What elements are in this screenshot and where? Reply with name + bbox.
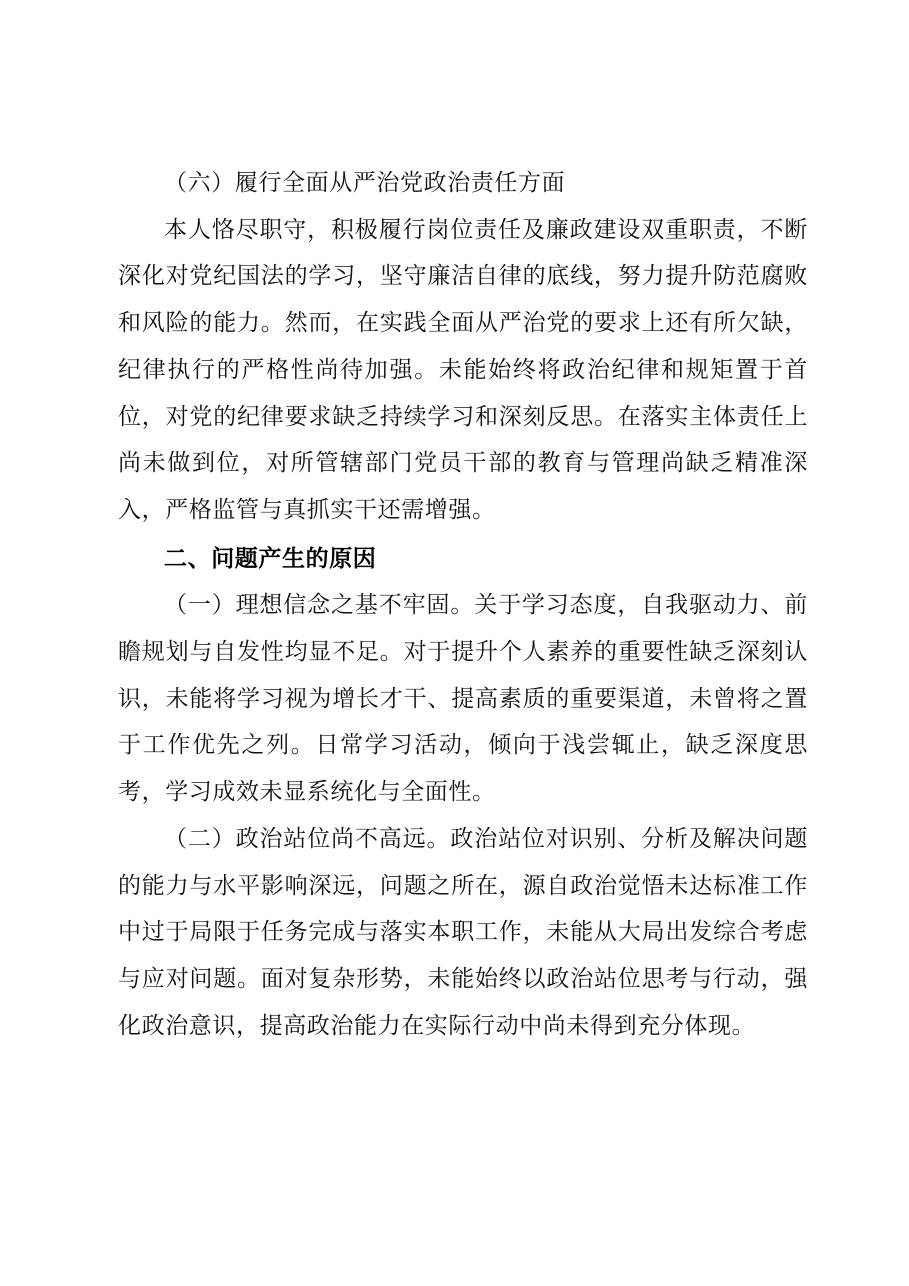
section-six-body: 本人恪尽职守，积极履行岗位责任及廉政建设双重职责，不断深化对党纪国法的学习，坚守廉洁自律的底线，努力提升防范腐败和风险的能力。然而，在实践全面从严治党的要求上还有所欠缺，纪律执行的严格性尚待加强。未能始终将政治纪律和规矩置于首位，对党的纪律要求缺乏持续学习和深刻反思。在落实主体责任上尚未做到位，对所管辖部门党员干部的教育与管理尚缺乏精准深入，严格监管与真抓实干还需增强。 <box>118 216 808 523</box>
reason-two-body: 政治站位对识别、分析及解决问题的能力与水平影响深远，问题之所在，源自政治觉悟未达标准工作中过于局限于任务完成与落实本职工作，未能从大局出发综合考虑与应对问题。面对复杂形势，未能始终以政治站位思考与行动，强化政治意识，提高政治能力在实际行动中尚未得到充分体现。 <box>118 825 809 1039</box>
reason-one-paragraph <box>118 582 808 816</box>
reason-one-body: 关于学习态度，自我驱动力、前瞻规划与自发性均显不足。对于提升个人素养的重要性缺乏深刻认识，未能将学习视为增长才干、提高素质的重要渠道，未曾将之置于工作优先之列。日常学习活动，倾向于浅尝辄止，缺乏深度思考，学习成效未显系统化与全面性。 <box>118 592 808 806</box>
reason-two-lead: （二）政治站位尚不高远。 <box>164 825 451 852</box>
reason-one-lead: （一）理想信念之基不牢固。 <box>164 592 475 619</box>
part-two-heading: 二、问题产生的原因 <box>164 545 377 572</box>
reason-two-paragraph <box>118 816 808 1050</box>
section-six-heading: （六）履行全面从严治党政治责任方面 <box>164 170 566 196</box>
document-page <box>118 160 808 1049</box>
